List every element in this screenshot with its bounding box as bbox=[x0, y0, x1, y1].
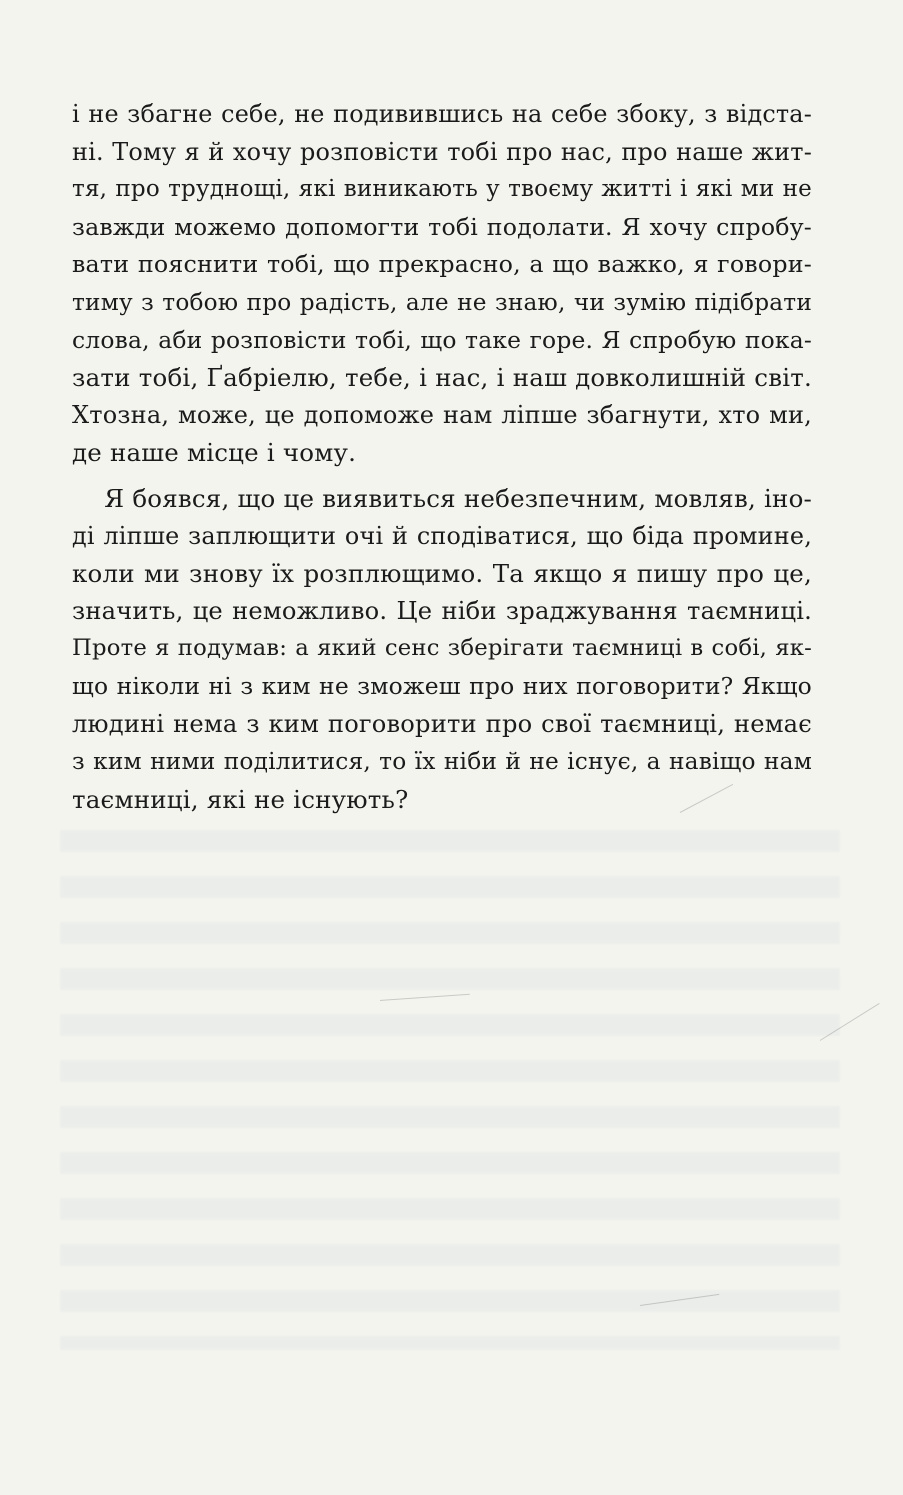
text-line: з ким ними поділитися, то їх ніби й не існує, а навіщо нам bbox=[72, 748, 812, 776]
text-line: ді ліпше заплющити очі й сподіватися, що біда промине, bbox=[72, 521, 812, 550]
text-line: Я боявся, що це виявиться небезпечним, мовляв, іно- bbox=[72, 483, 812, 513]
text-line: зати тобі, Ґабріелю, тебе, і нас, і наш довколишній світ. bbox=[72, 363, 812, 393]
text-line: тя, про труднощі, які виникають у твоєму житті і які ми не bbox=[72, 176, 812, 203]
text-line: Хтозна, може, це допоможе нам ліпше збагнути, хто ми, bbox=[72, 400, 812, 429]
show-through-text bbox=[60, 830, 840, 1350]
text-line: слова, аби розповісти тобі, що таке горе. Я спробую пока- bbox=[72, 325, 812, 354]
text-line: де наше місце і чому. bbox=[72, 438, 357, 468]
text-line: Проте я подумав: а який сенс зберігати таємниці в собі, як- bbox=[72, 635, 812, 662]
text-line: таємниці, які не існують? bbox=[72, 784, 409, 814]
text-line: тиму з тобою про радість, але не знаю, чи зумію підібрати bbox=[72, 288, 812, 316]
text-line: що ніколи ні з ким не зможеш про них поговорити? Якщо bbox=[72, 671, 812, 700]
text-line: ні. Тому я й хочу розповісти тобі про нас, про наше жит- bbox=[72, 137, 812, 166]
paragraph-2 bbox=[72, 480, 812, 818]
text-line: коли ми знову їх розплющимо. Та якщо я пишу про це, bbox=[72, 559, 812, 589]
text-line: вати пояснити тобі, що прекрасно, а що важко, я говори- bbox=[72, 250, 812, 279]
body-text bbox=[72, 96, 812, 818]
text-line: значить, це неможливо. Це ніби зраджування таємниці. bbox=[72, 596, 812, 625]
text-line: завжди можемо допомогти тобі подолати. Я хочу спробу- bbox=[72, 212, 812, 241]
text-line: і не збагне себе, не подивившись на себе збоку, з відста- bbox=[72, 100, 812, 128]
paragraph-1 bbox=[72, 96, 812, 472]
text-line: людині нема з ким поговорити про свої таємниці, немає bbox=[72, 709, 812, 738]
